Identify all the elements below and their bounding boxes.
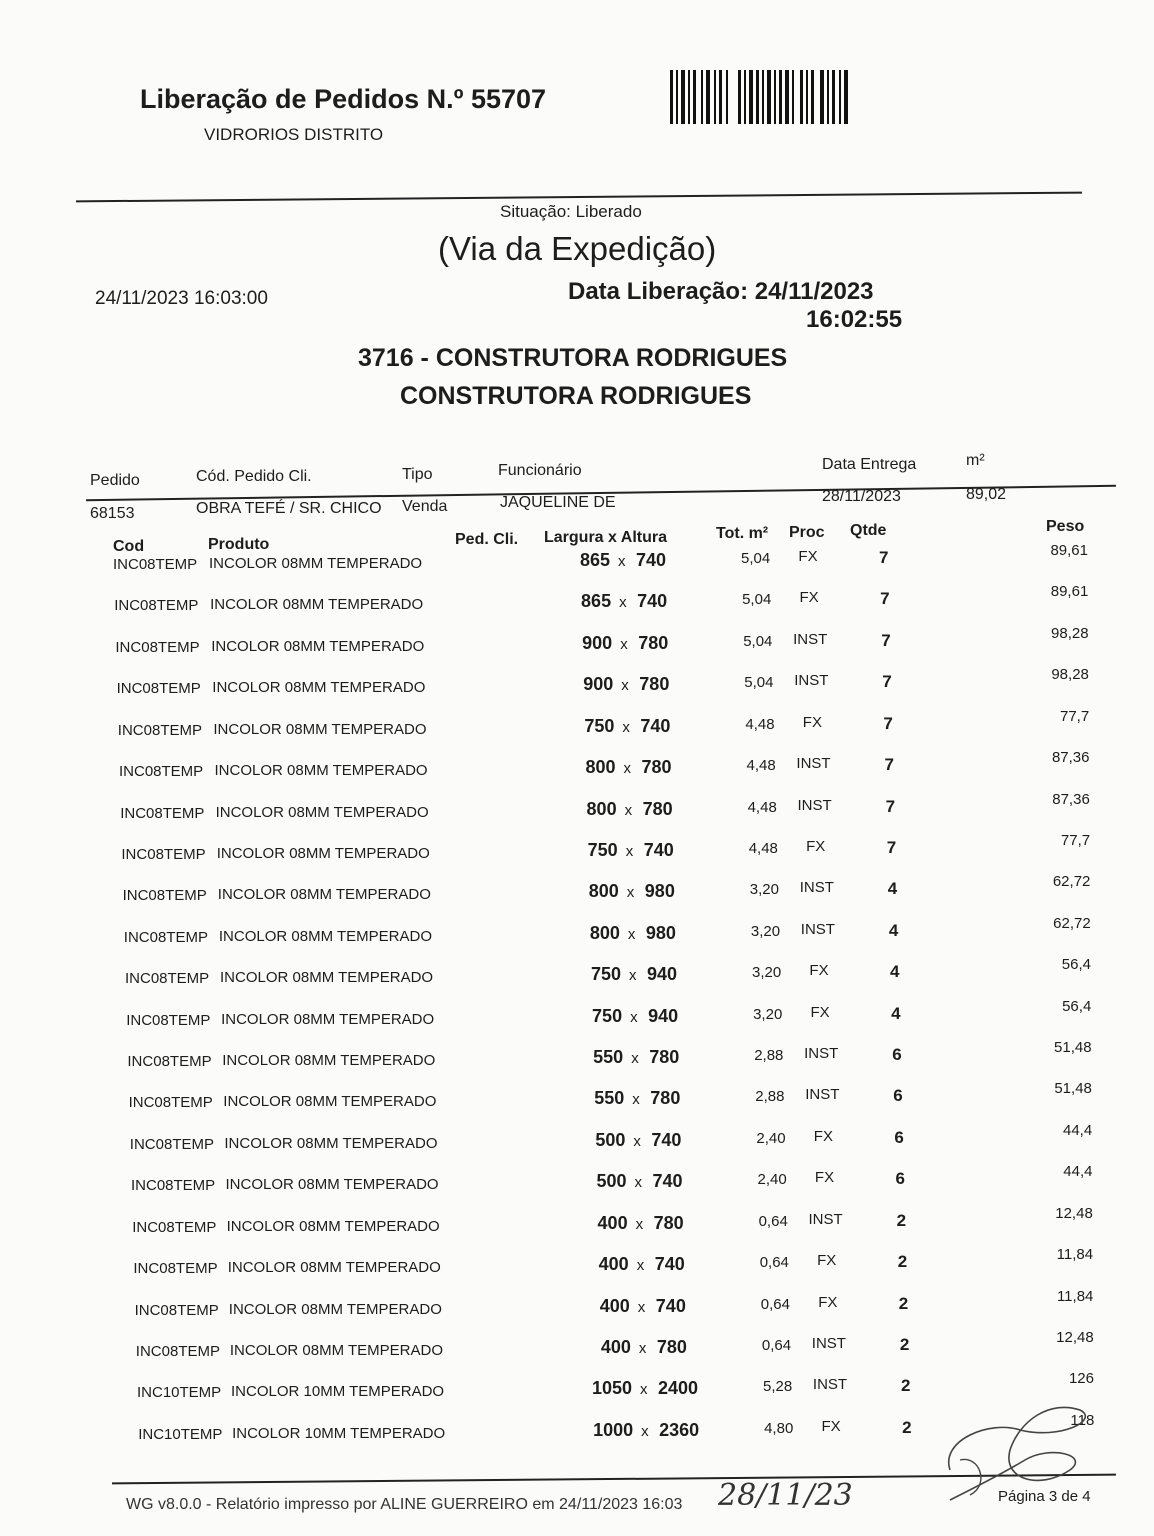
item-dim-separator: x (626, 884, 635, 902)
table-row (0, 1328, 1154, 1386)
item-produto: INCOLOR 08MM TEMPERADO (227, 1259, 441, 1277)
item-peso: 77,7 (1059, 707, 1090, 725)
item-tot-m2: 2,88 (754, 1047, 784, 1065)
item-altura: 740 (643, 839, 674, 860)
handwritten-date: 28/11/23 (718, 1478, 853, 1513)
item-tot-m2: 4,48 (747, 798, 777, 816)
item-proc: FX (818, 1293, 838, 1311)
label-funcionario: Funcionário (498, 462, 582, 479)
item-cod: INC08TEMP (134, 1301, 219, 1319)
item-tot-m2: 4,80 (764, 1419, 794, 1437)
item-dim-separator: x (630, 1008, 638, 1026)
item-proc: INST (796, 755, 831, 773)
item-altura: 780 (638, 632, 669, 653)
footer-printed-by: WG v8.0.0 - Relatório impresso por ALINE GUERREIRO em 24/11/2023 16:03 (126, 1496, 683, 1513)
item-proc: INST (799, 879, 834, 897)
item-largura: 400 (600, 1336, 631, 1357)
item-cod: INC08TEMP (117, 721, 202, 739)
item-altura: 980 (645, 922, 676, 943)
label-pedido: Pedido (90, 472, 140, 489)
col-largura-altura: Largura x Altura (544, 529, 667, 546)
item-peso: 62,72 (1052, 873, 1091, 891)
item-proc: INST (811, 1334, 846, 1352)
item-altura: 780 (639, 674, 670, 695)
item-dim-separator: x (633, 1132, 641, 1150)
value-pedido: 68153 (90, 505, 135, 522)
item-qtde: 4 (890, 962, 900, 982)
item-largura: 750 (592, 1005, 623, 1026)
item-proc: FX (814, 1169, 835, 1187)
item-produto: INCOLOR 08MM TEMPERADO (224, 1134, 438, 1152)
item-cod: INC08TEMP (119, 763, 204, 781)
item-produto: INCOLOR 08MM TEMPERADO (225, 1176, 439, 1194)
item-cod: INC10TEMP (138, 1425, 223, 1443)
item-altura: 2360 (659, 1419, 700, 1440)
item-qtde: 7 (885, 796, 896, 816)
item-tot-m2: 4,48 (748, 839, 778, 857)
item-dim-separator: x (632, 1091, 640, 1109)
item-peso: 51,48 (1054, 1080, 1092, 1098)
item-peso: 126 (1068, 1370, 1094, 1388)
status-label: Situação: Liberado (500, 202, 642, 221)
item-dim-separator: x (625, 842, 634, 860)
item-tot-m2: 2,40 (756, 1129, 786, 1147)
item-tot-m2: 0,64 (761, 1336, 792, 1354)
item-produto: INCOLOR 08MM TEMPERADO (216, 844, 430, 862)
item-proc: INST (805, 1086, 840, 1104)
item-qtde: 2 (896, 1210, 907, 1230)
item-tot-m2: 5,28 (763, 1378, 793, 1396)
item-proc: FX (810, 1003, 830, 1021)
table-row (0, 624, 1154, 679)
col-produto: Produto (208, 536, 270, 553)
item-peso: 11,84 (1056, 1287, 1094, 1305)
item-produto: INCOLOR 08MM TEMPERADO (228, 1300, 442, 1318)
label-tipo: Tipo (402, 466, 433, 483)
item-produto: INCOLOR 08MM TEMPERADO (211, 637, 425, 655)
item-produto: INCOLOR 08MM TEMPERADO (217, 886, 431, 904)
item-dim-separator: x (627, 925, 636, 943)
item-qtde: 4 (887, 879, 898, 899)
item-cod: INC08TEMP (115, 638, 200, 656)
item-altura: 780 (642, 798, 673, 819)
item-cod: INC08TEMP (132, 1218, 217, 1236)
item-qtde: 7 (886, 837, 897, 857)
item-cod: INC08TEMP (127, 1053, 212, 1071)
item-peso: 77,7 (1060, 831, 1091, 849)
item-dim-separator: x (640, 1381, 648, 1399)
item-tot-m2: 4,48 (745, 715, 775, 733)
item-proc: INST (793, 630, 828, 648)
copy-label: (Via da Expedição) (438, 230, 717, 267)
item-produto: INCOLOR 08MM TEMPERADO (218, 927, 432, 945)
item-altura: 740 (640, 715, 671, 736)
item-qtde: 2 (898, 1293, 909, 1313)
item-largura: 800 (589, 922, 620, 943)
item-qtde: 2 (902, 1417, 912, 1437)
col-peso: Peso (1046, 518, 1085, 535)
table-row (0, 1039, 1154, 1098)
label-m2: m² (966, 452, 985, 469)
item-proc: INST (797, 796, 832, 814)
item-produto: INCOLOR 08MM TEMPERADO (229, 1341, 443, 1359)
item-largura: 500 (595, 1129, 626, 1150)
table-row (0, 873, 1154, 929)
item-dim-separator: x (634, 1174, 642, 1192)
item-cod: INC08TEMP (116, 680, 201, 698)
table-row (0, 583, 1154, 638)
item-cod: INC08TEMP (135, 1342, 220, 1360)
item-dim-separator: x (631, 1050, 639, 1068)
item-largura: 750 (587, 839, 618, 860)
item-cod: INC08TEMP (114, 597, 199, 615)
item-tot-m2: 5,04 (742, 591, 772, 609)
item-dim-separator: x (635, 1215, 644, 1233)
item-altura: 940 (647, 964, 678, 985)
col-ped-cli: Ped. Cli. (455, 531, 519, 548)
item-dim-separator: x (619, 594, 627, 612)
item-cod: INC08TEMP (129, 1135, 214, 1153)
item-proc: FX (806, 837, 826, 855)
item-largura: 900 (582, 632, 613, 653)
item-altura: 780 (656, 1336, 687, 1357)
item-proc: INST (808, 1210, 843, 1228)
col-tot-m2: Tot. m² (716, 525, 769, 542)
item-tot-m2: 3,20 (752, 964, 782, 982)
item-largura: 1000 (593, 1419, 634, 1440)
item-dim-separator: x (623, 760, 631, 778)
item-produto: INCOLOR 08MM TEMPERADO (223, 1093, 437, 1111)
company-name: VIDRORIOS DISTRITO (204, 125, 384, 144)
item-dim-separator: x (624, 801, 633, 819)
table-row (0, 831, 1154, 887)
item-produto: INCOLOR 10MM TEMPERADO (232, 1424, 446, 1442)
item-tot-m2: 0,64 (759, 1254, 789, 1272)
item-cod: INC08TEMP (121, 845, 206, 863)
item-tot-m2: 5,04 (743, 632, 773, 650)
table-row (0, 1246, 1154, 1303)
item-proc: FX (817, 1252, 837, 1270)
item-produto: INCOLOR 08MM TEMPERADO (213, 720, 427, 738)
item-altura: 740 (637, 591, 668, 612)
item-tot-m2: 3,20 (753, 1005, 783, 1023)
label-cod-pedido-cli: Cód. Pedido Cli. (196, 468, 312, 485)
item-produto: INCOLOR 08MM TEMPERADO (210, 596, 424, 614)
item-tot-m2: 3,20 (750, 922, 781, 940)
item-dim-separator: x (638, 1339, 647, 1357)
item-produto: INCOLOR 10MM TEMPERADO (231, 1383, 445, 1401)
report-title: Liberação de Pedidos N.º 55707 (140, 84, 547, 114)
item-cod: INC10TEMP (137, 1384, 222, 1402)
item-proc: FX (821, 1417, 841, 1435)
col-proc: Proc (789, 524, 825, 541)
item-largura: 800 (588, 881, 619, 902)
table-row (0, 956, 1154, 1012)
header-divider (76, 192, 1082, 203)
barcode-image (670, 70, 848, 124)
item-peso: 98,28 (1051, 666, 1089, 684)
item-qtde: 7 (881, 630, 891, 650)
printed-datetime: 24/11/2023 16:03:00 (95, 288, 268, 309)
item-cod: INC08TEMP (126, 1011, 211, 1029)
item-cod: INC08TEMP (120, 804, 205, 822)
item-proc: FX (799, 589, 819, 607)
item-qtde: 6 (892, 1045, 902, 1065)
item-dim-separator: x (620, 635, 628, 653)
item-largura: 900 (583, 674, 614, 695)
item-dim-separator: x (621, 677, 629, 695)
item-peso: 89,61 (1050, 583, 1089, 601)
item-qtde: 2 (897, 1252, 908, 1272)
item-tot-m2: 2,88 (755, 1088, 785, 1106)
value-tipo: Venda (402, 498, 448, 515)
item-dim-separator: x (622, 718, 630, 736)
item-proc: FX (809, 962, 829, 980)
item-largura: 400 (597, 1212, 628, 1233)
signature-icon (930, 1400, 1100, 1510)
item-peso: 87,36 (1052, 790, 1090, 808)
item-altura: 940 (648, 1005, 679, 1026)
item-qtde: 7 (882, 672, 892, 692)
item-largura: 400 (599, 1295, 630, 1316)
item-largura: 1050 (592, 1378, 633, 1399)
item-dim-separator: x (636, 1257, 645, 1275)
item-proc: FX (798, 548, 818, 565)
page-number: Página 3 de 4 (998, 1488, 1091, 1505)
item-dim-separator: x (637, 1298, 646, 1316)
item-peso: 44,4 (1062, 1121, 1093, 1139)
item-cod: INC08TEMP (122, 887, 207, 905)
table-row (0, 666, 1154, 721)
item-peso: 11,84 (1056, 1246, 1094, 1264)
item-largura: 550 (594, 1088, 625, 1109)
item-peso: 89,61 (1050, 542, 1088, 559)
item-proc: INST (800, 920, 835, 938)
item-peso: 118 (1070, 1411, 1095, 1429)
item-altura: 740 (654, 1254, 685, 1275)
item-peso: 12,48 (1055, 1204, 1093, 1222)
item-qtde: 7 (883, 713, 893, 733)
item-produto: INCOLOR 08MM TEMPERADO (220, 969, 434, 987)
col-cod: Cod (113, 538, 145, 555)
item-altura: 980 (644, 881, 675, 902)
item-altura: 740 (636, 550, 667, 570)
item-produto: INCOLOR 08MM TEMPERADO (222, 1052, 436, 1070)
release-date: Data Liberação: 24/11/2023 (568, 278, 874, 305)
item-largura: 800 (586, 798, 617, 819)
item-tot-m2: 5,04 (741, 550, 771, 567)
item-altura: 2400 (658, 1378, 699, 1399)
item-produto: INCOLOR 08MM TEMPERADO (226, 1217, 440, 1235)
value-data-entrega: 28/11/2023 (822, 488, 901, 505)
item-peso: 56,4 (1061, 956, 1091, 974)
item-peso: 87,36 (1051, 749, 1090, 767)
item-cod: INC08TEMP (123, 928, 208, 946)
item-tot-m2: 0,64 (758, 1212, 788, 1230)
item-qtde: 2 (899, 1334, 910, 1354)
item-altura: 780 (649, 1047, 680, 1068)
item-qtde: 2 (901, 1376, 911, 1396)
item-proc: INST (804, 1045, 839, 1063)
item-dim-separator: x (618, 553, 626, 570)
release-time: 16:02:55 (806, 306, 903, 333)
item-qtde: 4 (888, 920, 899, 940)
col-qtde: Qtde (850, 522, 887, 539)
item-peso: 62,72 (1053, 914, 1091, 932)
item-produto: INCOLOR 08MM TEMPERADO (215, 803, 429, 821)
item-cod: INC08TEMP (128, 1094, 213, 1112)
item-peso: 44,4 (1063, 1163, 1093, 1181)
item-tot-m2: 2,40 (757, 1171, 787, 1189)
item-qtde: 7 (884, 755, 894, 775)
item-altura: 740 (655, 1295, 686, 1316)
item-qtde: 4 (891, 1003, 901, 1023)
value-funcionario: JAQUELINE DE (500, 494, 616, 511)
item-peso: 51,48 (1054, 1039, 1092, 1057)
table-row (0, 1121, 1154, 1181)
item-dim-separator: x (641, 1422, 649, 1440)
item-produto: INCOLOR 08MM TEMPERADO (221, 1010, 435, 1028)
item-qtde: 7 (879, 548, 889, 567)
item-tot-m2: 3,20 (749, 881, 779, 899)
item-qtde: 7 (880, 589, 890, 609)
item-cod: INC08TEMP (131, 1177, 216, 1195)
item-proc: FX (813, 1127, 833, 1145)
item-largura: 500 (596, 1171, 627, 1192)
item-proc: INST (794, 672, 829, 690)
client-line-2: CONSTRUTORA RODRIGUES (400, 382, 752, 410)
label-data-entrega: Data Entrega (822, 456, 917, 473)
item-qtde: 6 (893, 1086, 903, 1106)
item-produto: INCOLOR 08MM TEMPERADO (212, 679, 426, 697)
item-tot-m2: 0,64 (760, 1295, 790, 1313)
value-m2: 89,02 (966, 486, 1007, 503)
item-qtde: 6 (894, 1127, 904, 1147)
item-altura: 780 (653, 1212, 684, 1233)
item-tot-m2: 4,48 (746, 757, 776, 775)
table-row (0, 914, 1154, 970)
table-row (0, 1080, 1154, 1137)
item-largura: 750 (590, 964, 621, 985)
item-largura: 550 (593, 1047, 624, 1068)
item-cod: INC08TEMP (125, 970, 210, 988)
item-largura: 865 (579, 550, 610, 570)
item-tot-m2: 5,04 (744, 674, 774, 692)
item-produto: INCOLOR 08MM TEMPERADO (214, 762, 428, 780)
item-largura: 400 (598, 1254, 629, 1275)
item-dim-separator: x (629, 967, 637, 985)
item-peso: 12,48 (1056, 1328, 1094, 1346)
item-cod: INC08TEMP (113, 556, 198, 573)
item-peso: 98,28 (1051, 624, 1089, 642)
item-altura: 740 (652, 1171, 683, 1192)
table-row (0, 1163, 1154, 1220)
item-largura: 800 (585, 757, 616, 778)
item-cod: INC08TEMP (133, 1260, 218, 1278)
table-row (0, 1204, 1154, 1262)
table-row (0, 1287, 1154, 1345)
item-proc: INST (812, 1376, 848, 1394)
item-largura: 750 (584, 715, 615, 736)
item-altura: 740 (651, 1129, 682, 1150)
item-qtde: 6 (895, 1169, 905, 1189)
item-largura: 865 (581, 591, 612, 612)
value-cod-pedido-cli: OBRA TEFÉ / SR. CHICO (196, 500, 382, 517)
item-produto: INCOLOR 08MM TEMPERADO (209, 555, 423, 572)
table-row (0, 707, 1154, 762)
item-altura: 780 (641, 757, 672, 778)
item-proc: FX (802, 713, 822, 731)
client-line-1: 3716 - CONSTRUTORA RODRIGUES (358, 344, 788, 372)
item-altura: 780 (650, 1088, 681, 1109)
item-peso: 56,4 (1062, 997, 1092, 1015)
